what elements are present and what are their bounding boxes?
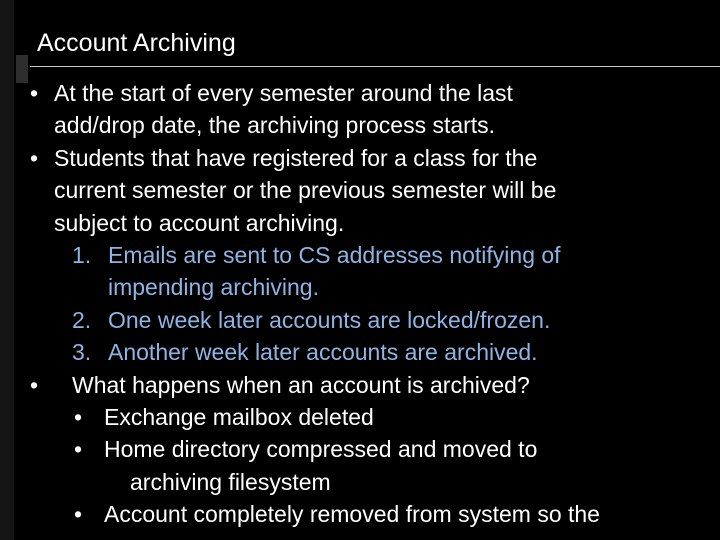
step-line: impending archiving. — [108, 274, 319, 301]
bullet-marker: • — [30, 144, 39, 171]
sub-bullet-line: Exchange mailbox deleted — [104, 404, 374, 431]
slide-body — [0, 77, 720, 531]
step-number: 3. — [72, 339, 92, 366]
bullet-line: current semester or the previous semester will be — [54, 177, 557, 204]
sub-bullet-item — [0, 401, 720, 433]
sub-bullet-marker: • — [74, 501, 83, 528]
bullet-line: add/drop date, the archiving process starts. — [54, 112, 496, 139]
sub-bullet-line: Account completely removed from system so the — [104, 501, 600, 528]
slide-title: Account Archiving — [37, 29, 236, 57]
bullet-line: At the start of every semester around the last — [54, 80, 513, 106]
step-line: One week later accounts are locked/frozen. — [108, 306, 551, 333]
sub-bullet-item — [0, 433, 720, 498]
numbered-step — [0, 336, 720, 368]
numbered-step — [0, 239, 720, 304]
bullet-item — [0, 77, 720, 142]
step-number: 2. — [72, 306, 92, 333]
sub-bullet-marker: • — [74, 404, 83, 431]
step-line: Emails are sent to CS addresses notifying of — [108, 242, 561, 269]
bullet-marker: • — [30, 371, 39, 398]
bullet-marker: • — [30, 80, 39, 106]
step-line: Another week later accounts are archived. — [108, 339, 538, 366]
question-text: What happens when an account is archived? — [72, 371, 530, 398]
bullet-item — [0, 142, 720, 239]
question-item — [0, 369, 720, 401]
sub-bullet-line: Home directory compressed and moved to — [104, 436, 538, 463]
numbered-step — [0, 304, 720, 336]
sub-bullet-marker: • — [74, 436, 83, 463]
sub-bullet-line: archiving filesystem — [130, 468, 331, 495]
step-number: 1. — [72, 242, 92, 269]
bullet-line: subject to account archiving. — [54, 209, 345, 236]
sub-bullet-item — [0, 498, 720, 530]
bullet-line: Students that have registered for a class for the — [54, 144, 538, 171]
title-divider — [30, 66, 720, 67]
